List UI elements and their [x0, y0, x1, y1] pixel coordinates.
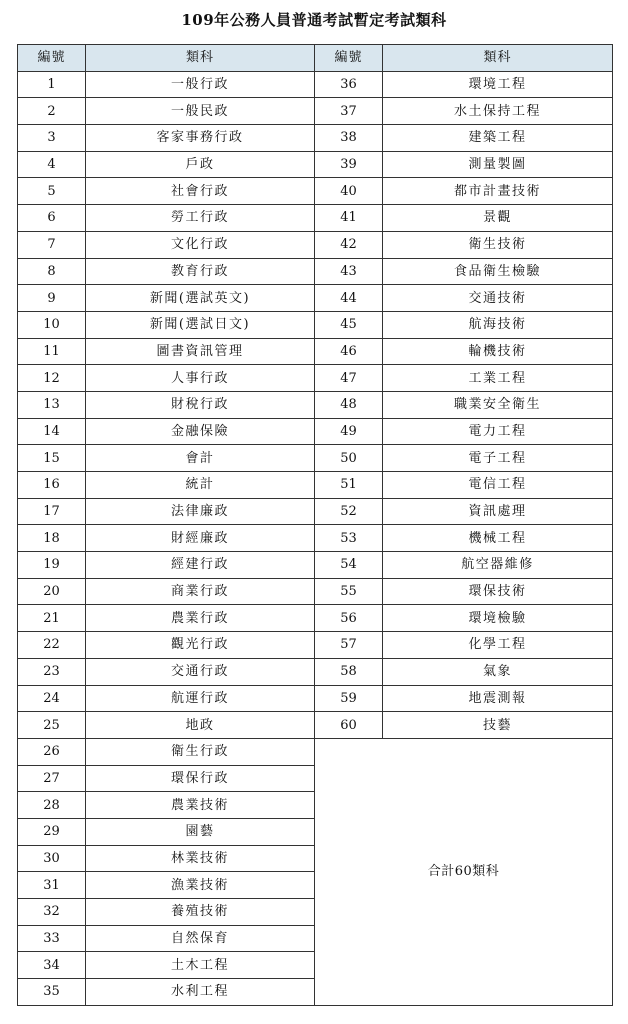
- subject-number: 38: [315, 125, 383, 152]
- subject-name: 地政: [86, 712, 315, 739]
- table-row: [18, 311, 613, 338]
- subject-name: 電信工程: [383, 472, 613, 499]
- subject-number: 33: [18, 925, 86, 952]
- header-row: [18, 45, 613, 72]
- subject-name: 一般行政: [86, 71, 315, 98]
- subject-name: 新聞(選試日文): [86, 311, 315, 338]
- subject-name: 技藝: [383, 712, 613, 739]
- table-row: [18, 151, 613, 178]
- subject-number: 8: [18, 258, 86, 285]
- subject-name: 圖書資訊管理: [86, 338, 315, 365]
- subject-number: 59: [315, 685, 383, 712]
- subject-number: 50: [315, 445, 383, 472]
- subject-number: 45: [315, 311, 383, 338]
- subject-number: 11: [18, 338, 86, 365]
- subject-number: 9: [18, 285, 86, 312]
- subject-name: 電子工程: [383, 445, 613, 472]
- table-row: [18, 365, 613, 392]
- subject-name: 環保技術: [383, 578, 613, 605]
- subject-number: 47: [315, 365, 383, 392]
- table-row: [18, 472, 613, 499]
- subject-number: 40: [315, 178, 383, 205]
- subject-number: 16: [18, 472, 86, 499]
- table-row: [18, 552, 613, 579]
- subject-number: 53: [315, 525, 383, 552]
- subject-name: 衛生技術: [383, 231, 613, 258]
- subject-number: 21: [18, 605, 86, 632]
- subject-name: 觀光行政: [86, 632, 315, 659]
- subject-number: 2: [18, 98, 86, 125]
- table-row: [18, 712, 613, 739]
- table-row: [18, 738, 613, 765]
- subject-name: 勞工行政: [86, 205, 315, 232]
- table-row: [18, 338, 613, 365]
- subject-name: 農業技術: [86, 792, 315, 819]
- subject-number: 42: [315, 231, 383, 258]
- subject-name: 自然保育: [86, 925, 315, 952]
- subject-name: 水利工程: [86, 979, 315, 1006]
- subject-number: 51: [315, 472, 383, 499]
- subject-name: 都市計畫技術: [383, 178, 613, 205]
- subject-name: 環保行政: [86, 765, 315, 792]
- subject-number: 46: [315, 338, 383, 365]
- page-title: 109年公務人員普通考試暫定考試類科: [181, 11, 447, 29]
- subject-name: 林業技術: [86, 845, 315, 872]
- subject-number: 26: [18, 738, 86, 765]
- subject-name: 農業行政: [86, 605, 315, 632]
- header-subject-right: 類科: [383, 45, 613, 72]
- subject-name: 漁業技術: [86, 872, 315, 899]
- subject-name: 戶政: [86, 151, 315, 178]
- subject-number: 29: [18, 818, 86, 845]
- table-row: [18, 71, 613, 98]
- subject-name: 食品衛生檢驗: [383, 258, 613, 285]
- subject-name: 測量製圖: [383, 151, 613, 178]
- subject-number: 57: [315, 632, 383, 659]
- subject-name: 人事行政: [86, 365, 315, 392]
- subject-name: 經建行政: [86, 552, 315, 579]
- table-row: [18, 445, 613, 472]
- subject-number: 27: [18, 765, 86, 792]
- subject-number: 36: [315, 71, 383, 98]
- subject-number: 60: [315, 712, 383, 739]
- subject-number: 31: [18, 872, 86, 899]
- table-row: [18, 258, 613, 285]
- subject-number: 41: [315, 205, 383, 232]
- subject-number: 19: [18, 552, 86, 579]
- subject-name: 會計: [86, 445, 315, 472]
- subject-name: 地震測報: [383, 685, 613, 712]
- subject-number: 32: [18, 899, 86, 926]
- subject-number: 54: [315, 552, 383, 579]
- subject-number: 44: [315, 285, 383, 312]
- subject-number: 7: [18, 231, 86, 258]
- subject-number: 3: [18, 125, 86, 152]
- subject-name: 土木工程: [86, 952, 315, 979]
- header-subject-left: 類科: [86, 45, 315, 72]
- subject-number: 10: [18, 311, 86, 338]
- subject-name: 客家事務行政: [86, 125, 315, 152]
- table-row: [18, 418, 613, 445]
- subject-name: 工業工程: [383, 365, 613, 392]
- subject-number: 20: [18, 578, 86, 605]
- table-row: [18, 285, 613, 312]
- subject-number: 22: [18, 632, 86, 659]
- table-body: [18, 71, 613, 1005]
- subject-name: 景觀: [383, 205, 613, 232]
- subject-name: 機械工程: [383, 525, 613, 552]
- subject-name: 法律廉政: [86, 498, 315, 525]
- subject-number: 13: [18, 391, 86, 418]
- table-row: [18, 525, 613, 552]
- subject-number: 6: [18, 205, 86, 232]
- subject-number: 18: [18, 525, 86, 552]
- subject-number: 1: [18, 71, 86, 98]
- subject-name: 統計: [86, 472, 315, 499]
- table-row: [18, 391, 613, 418]
- subject-name: 環境檢驗: [383, 605, 613, 632]
- table-row: [18, 658, 613, 685]
- subject-number: 23: [18, 658, 86, 685]
- header-number-left: 編號: [18, 45, 86, 72]
- table-row: [18, 125, 613, 152]
- subject-number: 4: [18, 151, 86, 178]
- header-number-right: 編號: [315, 45, 383, 72]
- subject-number: 12: [18, 365, 86, 392]
- subject-name: 航空器維修: [383, 552, 613, 579]
- subject-number: 37: [315, 98, 383, 125]
- table-row: [18, 231, 613, 258]
- subject-number: 17: [18, 498, 86, 525]
- total-count: 合計60類科: [315, 738, 613, 1005]
- subject-name: 商業行政: [86, 578, 315, 605]
- subject-name: 交通行政: [86, 658, 315, 685]
- subject-name: 財經廉政: [86, 525, 315, 552]
- table-row: [18, 578, 613, 605]
- exam-subjects-table: [17, 44, 613, 1006]
- subject-number: 24: [18, 685, 86, 712]
- subject-number: 43: [315, 258, 383, 285]
- table-row: [18, 178, 613, 205]
- subject-number: 14: [18, 418, 86, 445]
- subject-name: 教育行政: [86, 258, 315, 285]
- subject-number: 30: [18, 845, 86, 872]
- subject-name: 環境工程: [383, 71, 613, 98]
- subject-number: 35: [18, 979, 86, 1006]
- subject-number: 5: [18, 178, 86, 205]
- subject-number: 56: [315, 605, 383, 632]
- subject-number: 34: [18, 952, 86, 979]
- subject-name: 養殖技術: [86, 899, 315, 926]
- subject-number: 39: [315, 151, 383, 178]
- subject-name: 水土保持工程: [383, 98, 613, 125]
- subject-name: 電力工程: [383, 418, 613, 445]
- subject-number: 28: [18, 792, 86, 819]
- subject-name: 財稅行政: [86, 391, 315, 418]
- subject-name: 園藝: [86, 818, 315, 845]
- subject-name: 航海技術: [383, 311, 613, 338]
- subject-name: 一般民政: [86, 98, 315, 125]
- table-row: [18, 632, 613, 659]
- subject-name: 新聞(選試英文): [86, 285, 315, 312]
- subject-number: 55: [315, 578, 383, 605]
- subject-number: 48: [315, 391, 383, 418]
- subject-name: 文化行政: [86, 231, 315, 258]
- subject-name: 輪機技術: [383, 338, 613, 365]
- subject-name: 航運行政: [86, 685, 315, 712]
- subject-name: 建築工程: [383, 125, 613, 152]
- subject-number: 49: [315, 418, 383, 445]
- table-row: [18, 205, 613, 232]
- table-row: [18, 498, 613, 525]
- subject-name: 資訊處理: [383, 498, 613, 525]
- subject-number: 15: [18, 445, 86, 472]
- table-row: [18, 98, 613, 125]
- subject-name: 社會行政: [86, 178, 315, 205]
- subject-name: 金融保險: [86, 418, 315, 445]
- subject-name: 氣象: [383, 658, 613, 685]
- subject-number: 25: [18, 712, 86, 739]
- subject-name: 交通技術: [383, 285, 613, 312]
- table-row: [18, 605, 613, 632]
- subject-name: 職業安全衛生: [383, 391, 613, 418]
- table-row: [18, 685, 613, 712]
- subject-number: 58: [315, 658, 383, 685]
- subject-name: 化學工程: [383, 632, 613, 659]
- subject-number: 52: [315, 498, 383, 525]
- subject-name: 衛生行政: [86, 738, 315, 765]
